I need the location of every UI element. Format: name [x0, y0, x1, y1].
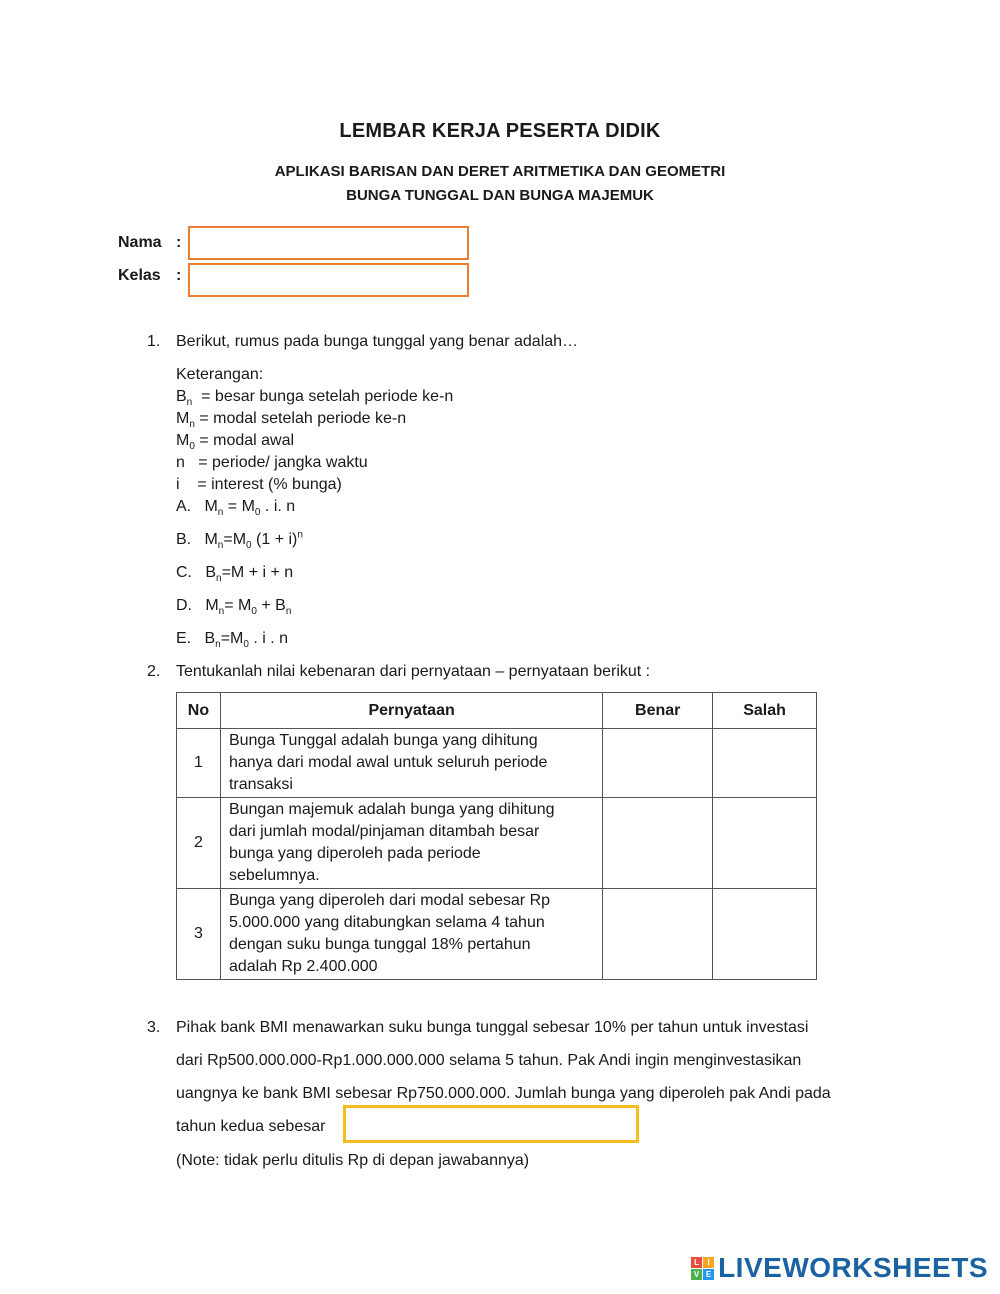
q3-line3: uangnya ke bank BMI sebesar Rp750.000.000. Jumlah bunga yang diperoleh pak Andi pada	[176, 1085, 831, 1102]
table-row	[177, 889, 817, 980]
name-colon: :	[176, 234, 182, 251]
row3-false-cell[interactable]	[713, 889, 817, 980]
q1-legend-mn: $M_n$ = modal setelah periode ke-n	[176, 410, 407, 431]
header-no: No	[177, 693, 221, 729]
row-statement: Bunga Tunggal adalah bunga yang dihitung hanya dari modal awal untuk seluruh periode transaksi	[220, 729, 602, 798]
statement-table	[176, 692, 817, 980]
header-statement: Pernyataan	[220, 693, 602, 729]
q3-number: 3.	[147, 1019, 161, 1036]
worksheet-subtitle-line1: APLIKASI BARISAN DAN DERET ARITMETIKA DAN GEOMETRI	[274, 163, 726, 180]
row1-true-cell[interactable]	[603, 729, 713, 798]
table-row	[177, 798, 817, 889]
q1-legend-bn: $B_n$ = besar bunga setelah periode ke-n	[176, 388, 454, 409]
liveworksheets-logo	[691, 1252, 988, 1284]
q1-option-c[interactable]: C. $B_n=M + i + n$	[176, 564, 294, 585]
class-colon: :	[176, 267, 182, 284]
class-label: Kelas	[118, 267, 161, 284]
table-header-row	[177, 693, 817, 729]
q3-line1: Pihak bank BMI menawarkan suku bunga tunggal sebesar 10% per tahun untuk investasi	[176, 1019, 809, 1036]
q1-legend-n: n = periode/ jangka waktu	[176, 454, 368, 471]
row2-false-cell[interactable]	[713, 798, 817, 889]
row-statement: Bunga yang diperoleh dari modal sebesar Rp 5.000.000 yang ditabungkan selama 4 tahun dengan suku bunga tunggal 18% pertahun adalah Rp 2.400.000	[220, 889, 602, 980]
worksheet-title: LEMBAR KERJA PESERTA DIDIK	[339, 120, 661, 142]
logo-text: LIVEWORKSHEETS	[718, 1252, 988, 1283]
header-false: Salah	[713, 693, 817, 729]
q3-line4: tahun kedua sebesar	[176, 1118, 326, 1135]
q2-question: Tentukanlah nilai kebenaran dari pernyataan – pernyataan berikut :	[176, 663, 651, 680]
q2-number: 2.	[147, 663, 161, 680]
row1-false-cell[interactable]	[713, 729, 817, 798]
name-label: Nama	[118, 234, 162, 251]
q1-legend-title: Keterangan:	[176, 366, 264, 383]
q1-legend-m0: $M_0$ = modal awal	[176, 432, 295, 453]
worksheet-subtitle-line2: BUNGA TUNGGAL DAN BUNGA MAJEMUK	[346, 187, 654, 204]
row2-true-cell[interactable]	[603, 798, 713, 889]
q1-option-b[interactable]: B. $M_n=M_0$ $(1 + i)^n$	[176, 529, 303, 552]
q1-option-e[interactable]: E. $B_n=M_0$ . i . n	[176, 630, 289, 651]
name-input[interactable]	[188, 226, 469, 260]
row-number: 2	[177, 798, 221, 889]
row-statement: Bungan majemuk adalah bunga yang dihitung dari jumlah modal/pinjaman ditambah besar bunga yang diperoleh pada periode sebelumnya.	[220, 798, 602, 889]
q3-line2: dari Rp500.000.000-Rp1.000.000.000 selama 5 tahun. Pak Andi ingin menginvestasikan	[176, 1052, 802, 1069]
row-number: 3	[177, 889, 221, 980]
q3-answer-input[interactable]	[343, 1105, 639, 1143]
table-row	[177, 729, 817, 798]
class-input[interactable]	[188, 263, 469, 297]
row-number: 1	[177, 729, 221, 798]
logo-mark-icon: L I V E	[691, 1257, 714, 1280]
q3-note: (Note: tidak perlu ditulis Rp di depan jawabannya)	[176, 1152, 530, 1169]
header-true: Benar	[603, 693, 713, 729]
q1-number: 1.	[147, 333, 161, 350]
q1-question: Berikut, rumus pada bunga tunggal yang benar adalah…	[176, 333, 579, 350]
q1-option-d[interactable]: D. $M_n= M_0 + B_n$	[176, 597, 292, 618]
q1-option-a[interactable]: A. $M_n = M_0$ . i. n	[176, 498, 296, 519]
q1-legend-i: i = interest (% bunga)	[176, 476, 342, 493]
row3-true-cell[interactable]	[603, 889, 713, 980]
